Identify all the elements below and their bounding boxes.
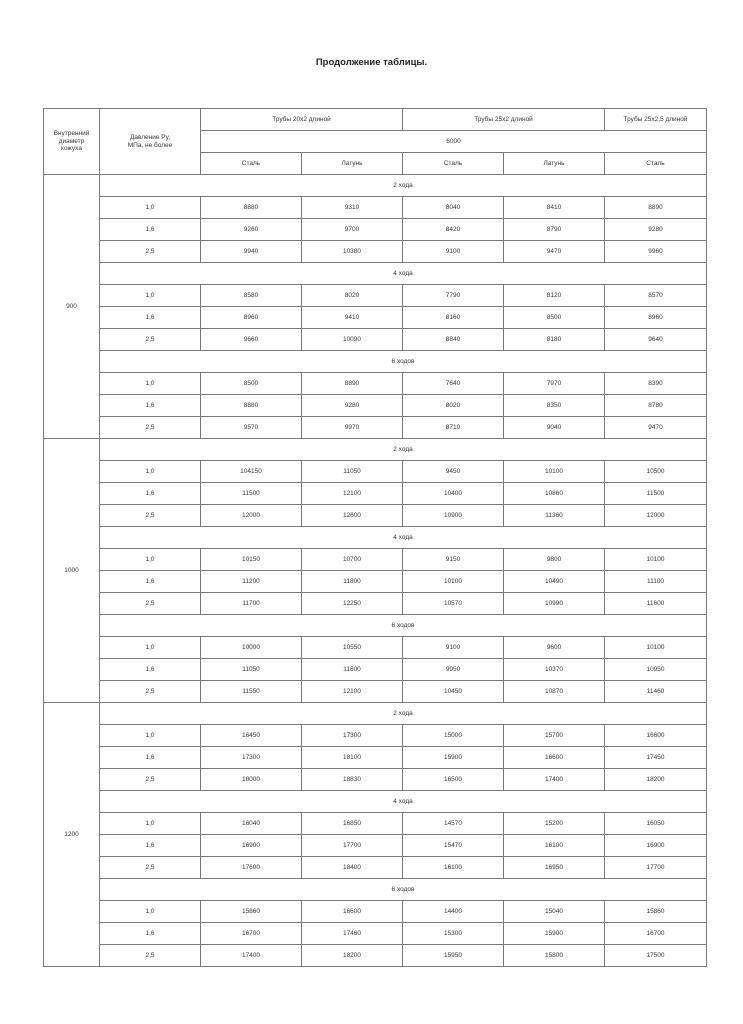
value-cell: 8840 (403, 329, 504, 351)
diameter-cell: 1200 (44, 703, 100, 967)
table-row (44, 725, 707, 747)
passes-label: 4 хода (100, 263, 707, 285)
value-cell: 8880 (201, 197, 302, 219)
value-cell: 10000 (201, 637, 302, 659)
value-cell: 8780 (605, 395, 707, 417)
page-title: Продолжение таблицы. (315, 57, 428, 68)
value-cell: 12000 (605, 505, 707, 527)
table-row (44, 835, 707, 857)
value-cell: 18100 (302, 747, 403, 769)
table-row (44, 395, 707, 417)
value-cell: 16600 (504, 747, 605, 769)
value-cell: 8420 (403, 219, 504, 241)
material-steel-header: Сталь (403, 153, 504, 175)
group-row (44, 263, 707, 285)
passes-label: 2 хода (100, 703, 707, 725)
value-cell: 9470 (605, 417, 707, 439)
pressure-cell: 1,6 (100, 483, 201, 505)
table-row (44, 593, 707, 615)
pressure-cell: 1,6 (100, 395, 201, 417)
value-cell: 8710 (403, 417, 504, 439)
value-cell: 17450 (605, 747, 707, 769)
pressure-cell: 1,0 (100, 637, 201, 659)
group-row (44, 879, 707, 901)
value-cell: 10150 (201, 549, 302, 571)
value-cell: 17400 (504, 769, 605, 791)
value-cell: 16600 (302, 901, 403, 923)
value-cell: 9100 (403, 637, 504, 659)
value-cell: 9940 (201, 241, 302, 263)
table-row (44, 813, 707, 835)
value-cell: 10450 (403, 681, 504, 703)
value-cell: 8580 (201, 285, 302, 307)
value-cell: 17400 (201, 945, 302, 967)
table-row (44, 329, 707, 351)
value-cell: 17300 (201, 747, 302, 769)
table-row (44, 417, 707, 439)
table-row (44, 307, 707, 329)
value-cell: 12250 (302, 593, 403, 615)
value-cell: 9260 (201, 219, 302, 241)
value-cell: 12100 (302, 483, 403, 505)
value-cell: 8570 (605, 285, 707, 307)
table-row (44, 945, 707, 967)
table-row (44, 197, 707, 219)
value-cell: 11600 (302, 659, 403, 681)
group-row (44, 351, 707, 373)
pressure-cell: 2,5 (100, 241, 201, 263)
value-cell: 16950 (504, 857, 605, 879)
table-row (44, 659, 707, 681)
value-cell: 9450 (403, 461, 504, 483)
value-cell: 15900 (403, 747, 504, 769)
passes-label: 6 ходов (100, 879, 707, 901)
pressure-cell: 1,6 (100, 571, 201, 593)
table-row (44, 637, 707, 659)
value-cell: 10380 (302, 241, 403, 263)
pressure-cell: 1,6 (100, 659, 201, 681)
value-cell: 16100 (403, 857, 504, 879)
passes-label: 2 хода (100, 175, 707, 197)
value-cell: 104150 (201, 461, 302, 483)
value-cell: 10100 (605, 637, 707, 659)
pressure-cell: 1,0 (100, 197, 201, 219)
table-row (44, 505, 707, 527)
value-cell: 17700 (302, 835, 403, 857)
value-cell: 12600 (302, 505, 403, 527)
table-row (44, 857, 707, 879)
group-row (44, 791, 707, 813)
table-row (44, 923, 707, 945)
pressure-cell: 1,0 (100, 373, 201, 395)
pressure-cell: 1,0 (100, 549, 201, 571)
value-cell: 11050 (201, 659, 302, 681)
table-body (44, 175, 707, 967)
value-cell: 12100 (302, 681, 403, 703)
diameter-cell: 900 (44, 175, 100, 439)
value-cell: 10400 (403, 483, 504, 505)
value-cell: 8180 (504, 329, 605, 351)
pressure-cell: 2,5 (100, 329, 201, 351)
table-row (44, 549, 707, 571)
value-cell: 11500 (605, 483, 707, 505)
value-cell: 10490 (504, 571, 605, 593)
value-cell: 16500 (403, 769, 504, 791)
value-cell: 16600 (605, 725, 707, 747)
value-cell: 9700 (302, 219, 403, 241)
table-row (44, 747, 707, 769)
value-cell: 18200 (302, 945, 403, 967)
value-cell: 8890 (605, 197, 707, 219)
table-row (44, 901, 707, 923)
pressure-cell: 1,6 (100, 747, 201, 769)
value-cell: 15860 (605, 901, 707, 923)
pressure-cell: 2,5 (100, 857, 201, 879)
pressure-cell: 1,6 (100, 923, 201, 945)
pressure-cell: 2,5 (100, 681, 201, 703)
value-cell: 10100 (605, 549, 707, 571)
value-cell: 8500 (201, 373, 302, 395)
value-cell: 8410 (504, 197, 605, 219)
material-brass-header: Латунь (504, 153, 605, 175)
value-cell: 9280 (605, 219, 707, 241)
table-header (44, 109, 707, 175)
value-cell: 8120 (504, 285, 605, 307)
value-cell: 11800 (302, 571, 403, 593)
value-cell: 15950 (403, 945, 504, 967)
pressure-header: Давление Ру, МПа, не более (100, 109, 201, 175)
table-row (44, 483, 707, 505)
value-cell: 10870 (504, 681, 605, 703)
value-cell: 8160 (403, 307, 504, 329)
table-row (44, 285, 707, 307)
value-cell: 10570 (403, 593, 504, 615)
value-cell: 15000 (403, 725, 504, 747)
table-row (44, 571, 707, 593)
passes-label: 4 хода (100, 527, 707, 549)
value-cell: 11050 (302, 461, 403, 483)
value-cell: 9640 (605, 329, 707, 351)
value-cell: 8390 (605, 373, 707, 395)
value-cell: 8880 (201, 395, 302, 417)
pressure-cell: 1,6 (100, 835, 201, 857)
pressure-cell: 1,6 (100, 307, 201, 329)
value-cell: 9280 (302, 395, 403, 417)
group-row (44, 527, 707, 549)
value-cell: 11600 (605, 593, 707, 615)
value-cell: 11460 (605, 681, 707, 703)
value-cell: 9970 (302, 417, 403, 439)
passes-label: 6 ходов (100, 615, 707, 637)
pipes-25x2-5-header: Трубы 25х2,5 длиной (605, 109, 707, 131)
value-cell: 8020 (403, 395, 504, 417)
value-cell: 8890 (302, 373, 403, 395)
value-cell: 16900 (201, 835, 302, 857)
diameter-cell: 1000 (44, 439, 100, 703)
value-cell: 9960 (605, 241, 707, 263)
value-cell: 18000 (201, 769, 302, 791)
value-cell: 16050 (605, 813, 707, 835)
value-cell: 11100 (605, 571, 707, 593)
value-cell: 8960 (605, 307, 707, 329)
value-cell: 15300 (403, 923, 504, 945)
value-cell: 16700 (605, 923, 707, 945)
data-table (43, 108, 707, 967)
value-cell: 8350 (504, 395, 605, 417)
value-cell: 11360 (504, 505, 605, 527)
value-cell: 9100 (403, 241, 504, 263)
value-cell: 15700 (504, 725, 605, 747)
value-cell: 8790 (504, 219, 605, 241)
pressure-cell: 1,6 (100, 219, 201, 241)
value-cell: 8020 (302, 285, 403, 307)
table-row (44, 219, 707, 241)
value-cell: 12000 (201, 505, 302, 527)
value-cell: 15040 (504, 901, 605, 923)
group-row (44, 703, 707, 725)
value-cell: 10950 (605, 659, 707, 681)
value-cell: 17700 (605, 857, 707, 879)
value-cell: 10100 (504, 461, 605, 483)
value-cell: 7970 (504, 373, 605, 395)
value-cell: 7790 (403, 285, 504, 307)
value-cell: 10700 (302, 549, 403, 571)
value-cell: 9040 (504, 417, 605, 439)
pressure-cell: 2,5 (100, 945, 201, 967)
pressure-cell: 2,5 (100, 505, 201, 527)
value-cell: 8500 (504, 307, 605, 329)
value-cell: 15900 (504, 923, 605, 945)
value-cell: 7640 (403, 373, 504, 395)
value-cell: 15470 (403, 835, 504, 857)
value-cell: 15800 (504, 945, 605, 967)
value-cell: 15860 (201, 901, 302, 923)
value-cell: 18200 (605, 769, 707, 791)
group-row (44, 439, 707, 461)
value-cell: 9600 (504, 637, 605, 659)
value-cell: 16700 (201, 923, 302, 945)
value-cell: 17600 (201, 857, 302, 879)
value-cell: 9310 (302, 197, 403, 219)
pressure-cell: 2,5 (100, 417, 201, 439)
table-row (44, 681, 707, 703)
value-cell: 10370 (504, 659, 605, 681)
value-cell: 9570 (201, 417, 302, 439)
value-cell: 11200 (201, 571, 302, 593)
value-cell: 9950 (403, 659, 504, 681)
value-cell: 16040 (201, 813, 302, 835)
pressure-cell: 1,0 (100, 813, 201, 835)
value-cell: 10100 (403, 571, 504, 593)
pipes-25x2-header: Трубы 25х2 длиной (403, 109, 605, 131)
pressure-cell: 2,5 (100, 769, 201, 791)
pressure-cell: 1,0 (100, 901, 201, 923)
value-cell: 10500 (605, 461, 707, 483)
value-cell: 15200 (504, 813, 605, 835)
value-cell: 17500 (605, 945, 707, 967)
value-cell: 18400 (302, 857, 403, 879)
group-row (44, 175, 707, 197)
pressure-cell: 1,0 (100, 285, 201, 307)
value-cell: 16100 (504, 835, 605, 857)
value-cell: 10990 (504, 593, 605, 615)
value-cell: 10860 (504, 483, 605, 505)
value-cell: 9660 (201, 329, 302, 351)
value-cell: 16900 (605, 835, 707, 857)
material-steel-header: Сталь (201, 153, 302, 175)
value-cell: 9150 (403, 549, 504, 571)
value-cell: 10550 (302, 637, 403, 659)
table-row (44, 769, 707, 791)
value-cell: 16850 (302, 813, 403, 835)
value-cell: 8960 (201, 307, 302, 329)
value-cell: 17460 (302, 923, 403, 945)
table-row (44, 461, 707, 483)
length-header: 6000 (201, 131, 707, 153)
value-cell: 14570 (403, 813, 504, 835)
value-cell: 11500 (201, 483, 302, 505)
value-cell: 8040 (403, 197, 504, 219)
passes-label: 2 хода (100, 439, 707, 461)
value-cell: 10090 (302, 329, 403, 351)
value-cell: 11550 (201, 681, 302, 703)
group-row (44, 615, 707, 637)
table-row (44, 373, 707, 395)
passes-label: 6 ходов (100, 351, 707, 373)
value-cell: 10900 (403, 505, 504, 527)
passes-label: 4 хода (100, 791, 707, 813)
pressure-cell: 2,5 (100, 593, 201, 615)
value-cell: 9470 (504, 241, 605, 263)
value-cell: 9410 (302, 307, 403, 329)
value-cell: 17300 (302, 725, 403, 747)
value-cell: 14400 (403, 901, 504, 923)
value-cell: 9800 (504, 549, 605, 571)
value-cell: 11700 (201, 593, 302, 615)
material-steel-header: Сталь (605, 153, 707, 175)
diameter-header: Внутренний диаметр кожуха (44, 109, 100, 175)
material-brass-header: Латунь (302, 153, 403, 175)
pressure-cell: 1,0 (100, 725, 201, 747)
value-cell: 18830 (302, 769, 403, 791)
table-row (44, 241, 707, 263)
pressure-cell: 1,0 (100, 461, 201, 483)
pipes-20x2-header: Трубы 20х2 длиной (201, 109, 403, 131)
value-cell: 16450 (201, 725, 302, 747)
